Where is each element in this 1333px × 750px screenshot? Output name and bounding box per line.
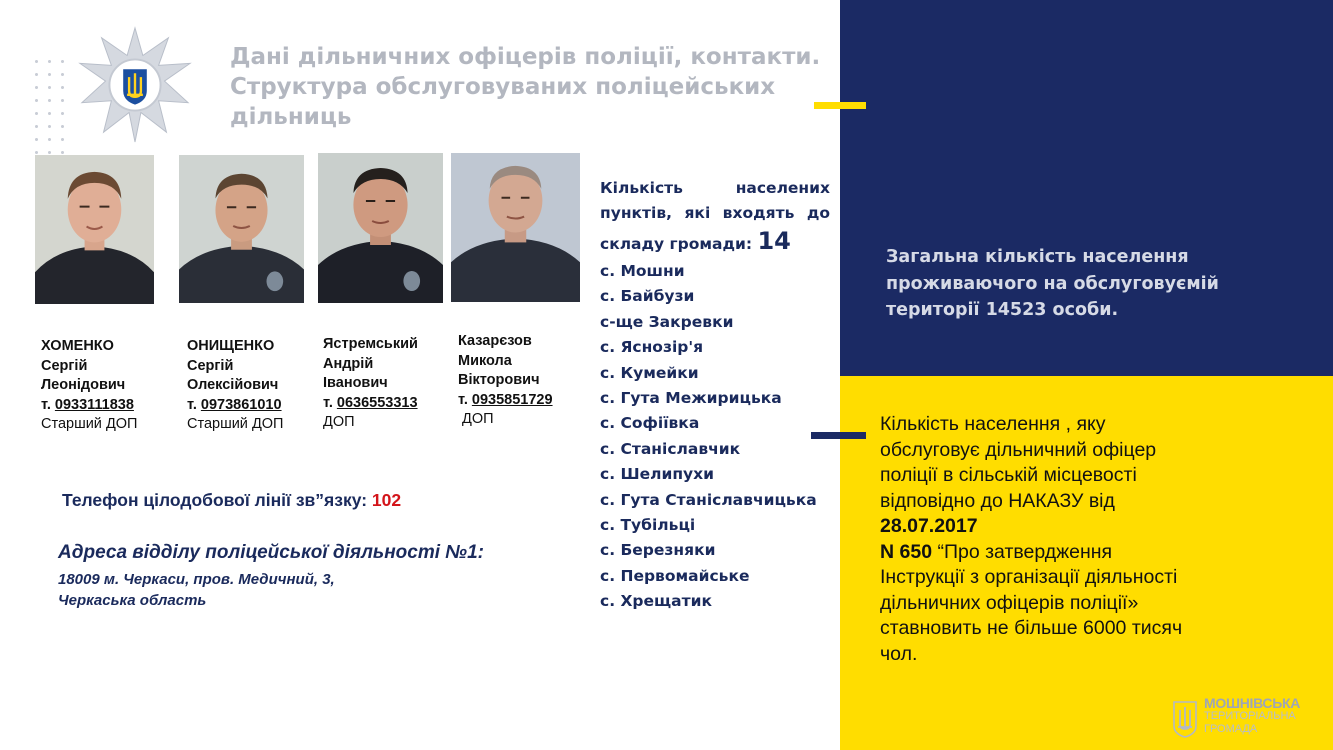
phone-number-link[interactable]: 0935851729 [471, 391, 553, 408]
total-population-line-3: території 14523 особи. [886, 300, 1119, 320]
per-officer-line-7: Інструкції з організації діяльності [880, 566, 1178, 588]
address-title: Адреса відділу поліцейської діяльності №1: [58, 542, 484, 563]
officer-surname: Казарєзов [458, 333, 532, 349]
settlement-item: с. Хрещатик [600, 592, 712, 611]
address-line-1: 18009 м. Черкаси, пров. Медичний, 3, [58, 571, 335, 588]
officer-rank: ДОП [458, 411, 494, 427]
per-officer-line-9: ставновить не більше 6000 тисяч [880, 617, 1183, 639]
total-population-line-1: Загальна кількість населення [886, 247, 1189, 267]
officer-patronymic: Вікторович [458, 372, 540, 388]
officer-phone [41, 396, 137, 416]
settlement-item: с. Первомайське [600, 566, 750, 585]
officer-card-khomenko [41, 337, 137, 435]
community-logo [1172, 696, 1302, 740]
settlement-item: с. Станіславчик [600, 439, 741, 458]
officer-card-kazarezov [458, 332, 553, 430]
population-per-officer-text [880, 412, 1260, 667]
officer-surname: ХОМЕНКО [41, 338, 114, 354]
settlements-count-label: Кількість населених пунктів, які входять до [600, 179, 830, 222]
settlement-item: с. Березняки [600, 541, 716, 560]
officer-rank: Старший ДОП [41, 416, 138, 432]
settlement-item: с. Тубільці [600, 516, 696, 535]
officer-surname: Ястремський [323, 336, 418, 352]
decorative-dot-grid [30, 55, 70, 155]
order-title-start: “Про затвердження [932, 540, 1113, 563]
hotline-info [62, 490, 401, 511]
title-line-2: Структура обслуговуваних поліцейських [230, 74, 776, 100]
settlements-count-label-end: складу громади: [600, 235, 758, 253]
navy-accent-bar [811, 432, 866, 439]
logo-line-2: ТЕРИТОРІАЛЬНА [1204, 710, 1296, 722]
settlement-item: с. Яснозір'я [600, 338, 704, 357]
officer-patronymic: Іванович [323, 375, 388, 391]
per-officer-line-1: Кількість населення , яку [880, 413, 1106, 435]
settlements-count-line [600, 226, 830, 259]
officer-photo-onyshchenko [179, 155, 304, 303]
officer-card-onyshchenko [187, 337, 283, 435]
officer-patronymic: Олексійович [187, 377, 279, 393]
settlements-list [600, 176, 830, 615]
settlement-item: с. Гута Межирицька [600, 389, 782, 408]
officer-rank: ДОП [323, 414, 355, 430]
phone-number-link[interactable]: 0973861010 [200, 396, 282, 413]
phone-prefix: т. [187, 396, 201, 413]
community-logo-text [1204, 697, 1300, 736]
officer-photo-yastremskyi [318, 153, 443, 303]
police-star-emblem-icon [76, 26, 194, 144]
phone-prefix: т. [41, 396, 55, 413]
settlement-item: с. Софіївка [600, 414, 700, 433]
officer-first-name: Сергій [41, 357, 88, 374]
officer-phone [187, 396, 283, 416]
settlement-item: с. Байбузи [600, 287, 695, 306]
settlement-item: с. Кумейки [600, 363, 699, 382]
per-officer-line-4: відповідно до НАКАЗУ від [880, 489, 1115, 512]
settlement-item: с. Шелипухи [600, 465, 715, 484]
settlement-item: с-ще Закревки [600, 312, 734, 331]
officer-first-name: Микола [458, 352, 512, 369]
total-population-line-2: проживаючого на обслуговуємій [886, 273, 1219, 294]
order-number: N 650 [880, 540, 933, 563]
address-text [58, 569, 335, 611]
trident-icon [1172, 698, 1198, 738]
hotline-label: Телефон цілодобової лінії зв”язку: [62, 490, 372, 510]
officer-phone [323, 394, 418, 414]
title-line-1: Дані дільничних офіцерів поліції, контакти. [230, 44, 821, 70]
per-officer-line-8: дільничних офіцерів поліції» [880, 591, 1139, 614]
phone-prefix: т. [458, 391, 472, 408]
officer-first-name: Сергій [187, 357, 234, 374]
phone-number-link[interactable]: 0933111838 [54, 396, 134, 413]
title-line-3: дільниць [230, 104, 352, 130]
per-officer-line-10: чол. [880, 642, 918, 665]
officer-first-name: Андрій [323, 355, 374, 372]
officer-rank: Старший ДОП [187, 416, 284, 432]
officer-photo-khomenko [35, 155, 154, 304]
officer-patronymic: Леонідович [41, 377, 126, 393]
per-officer-line-2: обслуговує дільничний офіцер [880, 438, 1157, 461]
settlement-item: с. Гута Станіславчицька [600, 490, 817, 509]
settlements-count: 14 [757, 227, 791, 255]
hotline-number[interactable]: 102 [371, 490, 402, 510]
logo-line-1: МОШНІВСЬКА [1204, 695, 1301, 711]
page-title [230, 42, 830, 132]
phone-prefix: т. [323, 394, 337, 411]
settlement-item: с. Мошни [600, 262, 685, 280]
officer-phone [458, 391, 553, 411]
address-line-2: Черкаська область [58, 592, 207, 609]
order-line [880, 540, 1260, 566]
order-date-value: 28.07.2017 [880, 515, 978, 537]
officer-surname: ОНИЩЕНКО [187, 338, 275, 354]
officer-photo-kazarezov [451, 153, 580, 302]
officer-card-yastremskyi [323, 335, 418, 433]
per-officer-line-3: поліції в сільській місцевості [880, 464, 1137, 486]
logo-line-3: ГРОМАДА [1204, 723, 1258, 735]
total-population-text [886, 244, 1286, 324]
phone-number-link[interactable]: 0636553313 [336, 394, 418, 411]
order-date [880, 514, 1260, 540]
yellow-accent-bar [814, 102, 866, 109]
